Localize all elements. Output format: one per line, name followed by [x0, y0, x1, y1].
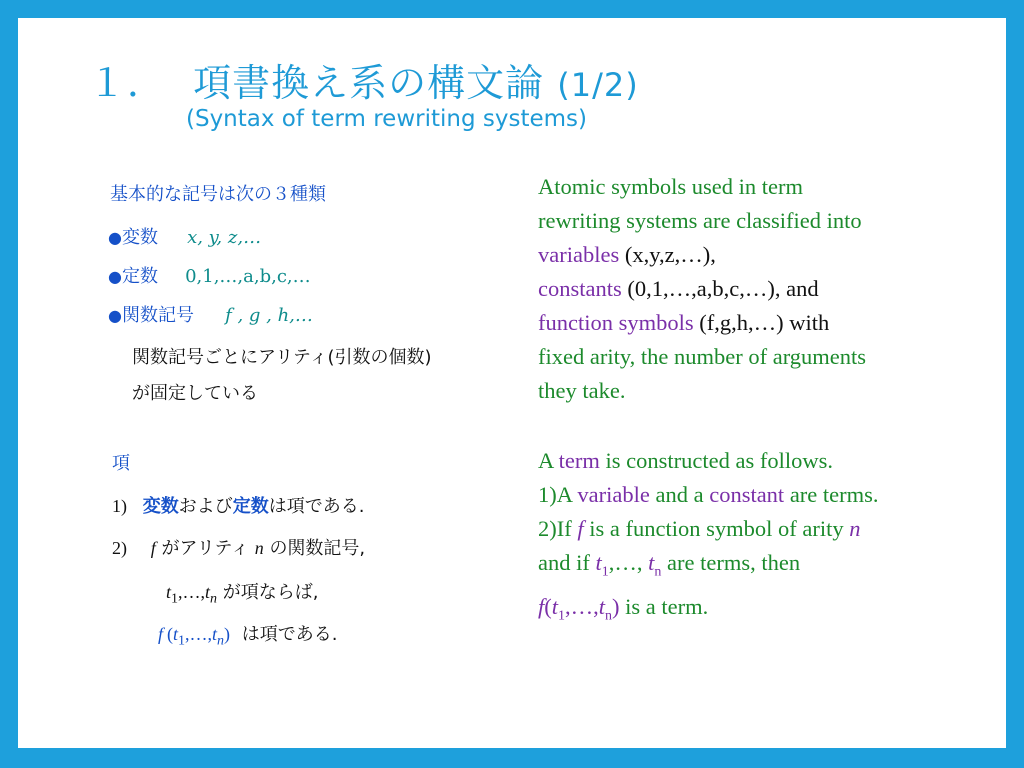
rule2-number: 2) [112, 538, 127, 558]
term-heading: 項 [112, 453, 130, 474]
term-rule-2 [112, 534, 365, 560]
p2-e-open: ( [544, 593, 552, 619]
paren-close: ) [224, 624, 231, 644]
p1-line-c: fixed arity, the number of arguments [538, 344, 867, 369]
rule1-and: および [178, 496, 233, 517]
p2-e-tn: t [598, 593, 606, 619]
p2-d-sub1: 1 [601, 564, 609, 580]
label-variables: 変数 [121, 227, 158, 248]
rule1-end: は項である. [268, 496, 365, 517]
p2-line-e [538, 590, 879, 634]
p2-e-end: is a term. [625, 593, 709, 619]
slide [18, 18, 1006, 748]
rule1-variable: 変数 [142, 496, 179, 517]
rule1-constant: 定数 [232, 496, 269, 517]
slide-title [88, 52, 639, 107]
right-paragraph-1 [538, 170, 866, 408]
p1-line-a: Atomic symbols used in term [538, 174, 803, 199]
symbols-heading: 基本的な記号は次の３種類 [110, 184, 326, 205]
p1-line-constants [538, 272, 866, 306]
rule1-number: 1) [112, 496, 127, 516]
slide-subtitle: (Syntax of term rewriting systems) [186, 106, 587, 132]
bullet-icon: ● [108, 228, 122, 247]
examples-variables: x, y, z,… [187, 227, 262, 248]
p2-c2: is a function symbol of arity [589, 516, 844, 541]
examples-constants: 0,1,…,a,b,c,… [185, 266, 311, 287]
label-function-symbols: 関数記号 [121, 305, 194, 326]
term-constant: constant [709, 482, 785, 507]
p2-a1: A [538, 448, 554, 473]
term-term: term [558, 448, 600, 473]
paren-open: ( [167, 624, 174, 644]
p1-line-variables [538, 238, 866, 272]
p2-e-close: ) [612, 593, 620, 619]
term-rule-2c [158, 620, 338, 650]
p2-e-f: f [538, 593, 545, 619]
rule2b-end: が項ならば, [222, 582, 319, 603]
arity-note-1: 関数記号ごとにアリティ(引数の個数) [132, 347, 432, 368]
t1-sub: 1 [178, 633, 186, 649]
t1: t [173, 624, 179, 644]
p1-line-functions [538, 306, 866, 340]
bullet-function-symbols [108, 301, 313, 327]
arity-note-2: が固定している [132, 383, 258, 404]
dots: ,…, [185, 624, 213, 644]
title-part: (1/2) [557, 66, 639, 104]
p2-e-expr [538, 593, 620, 623]
dots: ,…, [178, 582, 206, 602]
tn: t [205, 582, 211, 602]
functions-examples: (f,g,h,…) with [699, 310, 830, 335]
rule2c-end: は項である. [241, 624, 338, 645]
p2-line-a [538, 444, 879, 478]
rule2-n: n [254, 538, 264, 558]
p2-d1: and if [538, 550, 590, 575]
bullet-constants [108, 262, 311, 288]
term-constants: constants [538, 276, 622, 301]
rule2-f: f [150, 538, 156, 558]
term-rule-2b [166, 578, 319, 608]
p2-d2: ,…, [608, 550, 643, 575]
p1-line-d: they take. [538, 378, 626, 403]
p2-b3: are terms. [789, 482, 879, 507]
t1-sub: 1 [171, 591, 179, 607]
p2-e-subn: n [605, 608, 613, 623]
p1-line-b: rewriting systems are classified into [538, 208, 862, 233]
p2-line-d [538, 546, 879, 590]
p2-d-subn: n [654, 564, 662, 580]
bullet-icon: ● [108, 267, 122, 286]
p2-b1: 1)A [538, 482, 572, 507]
term-rule-1 [112, 492, 364, 518]
label-constants: 定数 [121, 266, 158, 287]
title-text: 項書換え系の構文論 [193, 61, 545, 105]
p2-e-dots: ,…, [565, 593, 599, 619]
p2-line-b [538, 478, 879, 512]
f: f [158, 624, 164, 644]
tn-sub: n [217, 633, 225, 649]
p2-line-c [538, 512, 879, 546]
tn-sub: n [210, 591, 218, 607]
p2-c1: 2)If [538, 516, 572, 541]
examples-function-symbols: f , g , h,… [225, 305, 313, 326]
p2-d-tn: t [648, 550, 655, 575]
constants-examples: (0,1,…,a,b,c,…), and [627, 276, 819, 301]
p2-c-n: n [849, 516, 861, 541]
p2-e-sub1: 1 [558, 608, 566, 623]
term-variables: variables [538, 242, 620, 267]
variables-examples: (x,y,z,…), [624, 242, 716, 267]
p2-d3: are terms, then [667, 550, 801, 575]
term-variable: variable [577, 482, 650, 507]
term-function-symbols: function symbols [538, 310, 694, 335]
p2-c-f: f [577, 516, 584, 541]
t1: t [166, 582, 172, 602]
p2-a2: is constructed as follows. [605, 448, 833, 473]
p2-b2: and a [655, 482, 704, 507]
bullet-variables [108, 223, 261, 249]
title-number: １． [88, 61, 167, 105]
bullet-icon: ● [108, 306, 122, 325]
rule2-mid: がアリティ [161, 538, 249, 559]
p2-e-t: t [551, 593, 559, 619]
right-paragraph-2 [538, 444, 879, 633]
tn: t [212, 624, 218, 644]
p2-d-t: t [595, 550, 602, 575]
rule2-end: の関数記号, [269, 538, 366, 559]
